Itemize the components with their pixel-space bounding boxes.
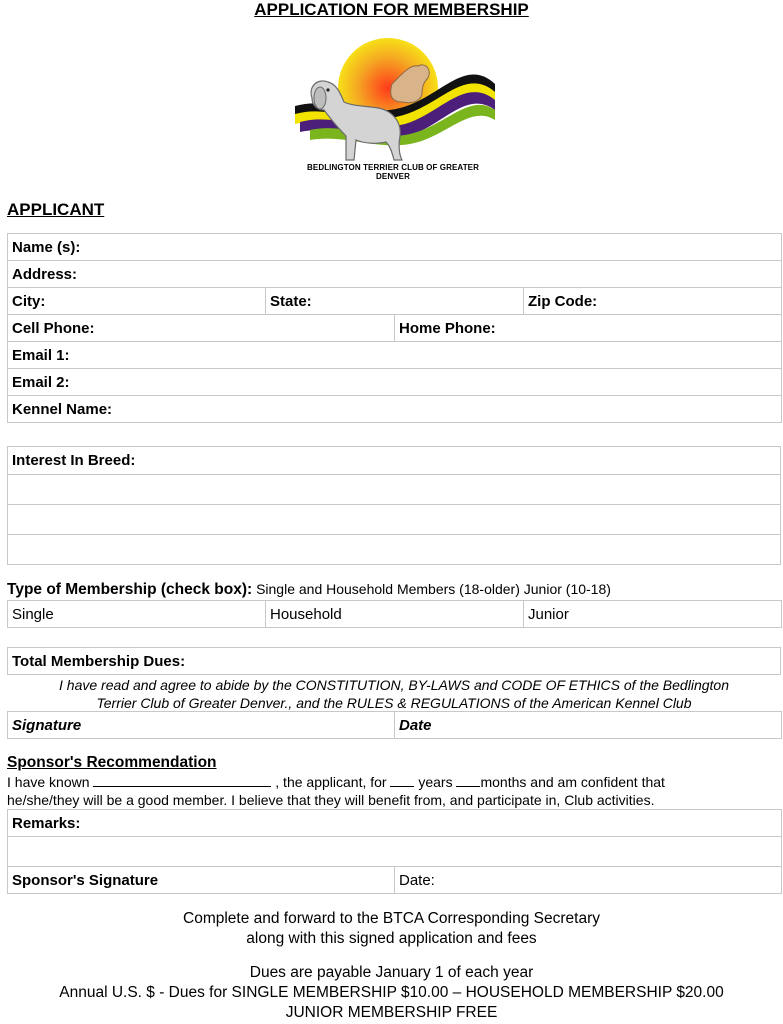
home-phone-field[interactable]: [395, 315, 782, 342]
option-junior-label: Junior: [528, 605, 569, 623]
email1-field[interactable]: [8, 342, 782, 369]
footer-line-5: JUNIOR MEMBERSHIP FREE: [285, 1004, 498, 1021]
address-label: Address:: [12, 265, 78, 283]
signature-table: [7, 711, 782, 739]
membership-options-table: [7, 600, 782, 628]
name-label: Name (s):: [12, 238, 81, 256]
footer-line-2: along with this signed application and fees: [246, 930, 537, 947]
state-label: State:: [270, 292, 312, 310]
sponsor-text-a: I have known: [7, 774, 90, 790]
footer-line-3: Dues are payable January 1 of each year: [249, 964, 534, 981]
page-title: APPLICATION FOR MEMBERSHIP: [254, 0, 529, 19]
option-household[interactable]: [266, 601, 524, 628]
date-field[interactable]: [395, 712, 782, 739]
total-dues-field[interactable]: [8, 648, 781, 675]
years-blank[interactable]: [390, 774, 414, 787]
interest-line-1[interactable]: [8, 475, 781, 505]
option-household-label: Household: [270, 605, 342, 623]
interest-line-3[interactable]: [8, 535, 781, 565]
applicant-table: [7, 233, 782, 423]
kennel-label: Kennel Name:: [12, 400, 113, 418]
membership-note: Single and Household Members (18-older) Junior (10-18): [256, 581, 611, 597]
option-single[interactable]: [8, 601, 266, 628]
city-field[interactable]: [8, 288, 266, 315]
large-dog-eye: [326, 88, 329, 91]
interest-label-cell: [8, 447, 781, 475]
club-logo: [290, 36, 496, 176]
logo-caption: BEDLINGTON TERRIER CLUB OF GREATER DENVER: [307, 163, 479, 181]
membership-heading: [7, 581, 611, 599]
known-name-blank[interactable]: [93, 774, 271, 787]
home-phone-label: Home Phone:: [399, 319, 496, 337]
interest-label: Interest In Breed:: [12, 452, 136, 469]
interest-table: [7, 446, 781, 565]
kennel-field[interactable]: [8, 396, 782, 423]
sponsor-heading: Sponsor's Recommendation: [7, 754, 217, 771]
footer-instructions: [0, 909, 783, 949]
signature-field[interactable]: [8, 712, 395, 739]
cell-phone-field[interactable]: [8, 315, 395, 342]
applicant-heading: APPLICANT: [7, 200, 105, 219]
large-dog-ear: [314, 87, 326, 109]
address-field[interactable]: [8, 261, 782, 288]
sponsor-table: [7, 809, 782, 894]
months-blank[interactable]: [456, 774, 480, 787]
sponsor-text-b: , the applicant, for: [275, 774, 387, 790]
sponsor-text: [7, 773, 781, 809]
membership-label: Type of Membership (check box):: [7, 581, 253, 598]
agreement-line-2: Terrier Club of Greater Denver., and the RULES & REGULATIONS of the American Kennel Club: [96, 695, 692, 711]
zip-field[interactable]: [524, 288, 782, 315]
remarks-label: Remarks:: [12, 814, 81, 832]
remarks-field[interactable]: [8, 837, 782, 867]
sponsor-text-c: years: [418, 774, 453, 790]
dues-table: [7, 647, 781, 675]
agreement-text: [7, 676, 781, 712]
footer-dues: [0, 963, 783, 1023]
option-junior[interactable]: [524, 601, 782, 628]
sponsor-signature-field[interactable]: [8, 867, 395, 894]
signature-label: Signature: [12, 716, 82, 734]
zip-label: Zip Code:: [528, 292, 598, 310]
date-label: Date: [399, 716, 432, 734]
remarks-label-cell: [8, 810, 782, 837]
footer-line-4: Annual U.S. $ - Dues for SINGLE MEMBERSHIP $10.00 – HOUSEHOLD MEMBERSHIP $20.00: [59, 984, 724, 1001]
interest-line-2[interactable]: [8, 505, 781, 535]
email2-field[interactable]: [8, 369, 782, 396]
cell-phone-label: Cell Phone:: [12, 319, 95, 337]
name-field[interactable]: [8, 234, 782, 261]
agreement-line-1: I have read and agree to abide by the CONSTITUTION, BY-LAWS and CODE OF ETHICS of the Bedlington: [59, 677, 729, 693]
state-field[interactable]: [266, 288, 524, 315]
email2-label: Email 2:: [12, 373, 70, 391]
email1-label: Email 1:: [12, 346, 70, 364]
city-label: City:: [12, 292, 46, 310]
sponsor-line-1: [7, 773, 781, 791]
footer-line-1: Complete and forward to the BTCA Corresponding Secretary: [183, 910, 600, 927]
sponsor-line-2: he/she/they will be a good member. I believe that they will benefit from, and participate in, Club activities.: [7, 792, 655, 808]
sponsor-date-field[interactable]: [395, 867, 782, 894]
option-single-label: Single: [12, 605, 54, 623]
sponsor-text-d: months and am confident that: [480, 774, 665, 790]
sponsor-signature-label: Sponsor's Signature: [12, 871, 159, 889]
sponsor-date-label: Date:: [399, 871, 435, 889]
total-dues-label: Total Membership Dues:: [12, 652, 186, 670]
